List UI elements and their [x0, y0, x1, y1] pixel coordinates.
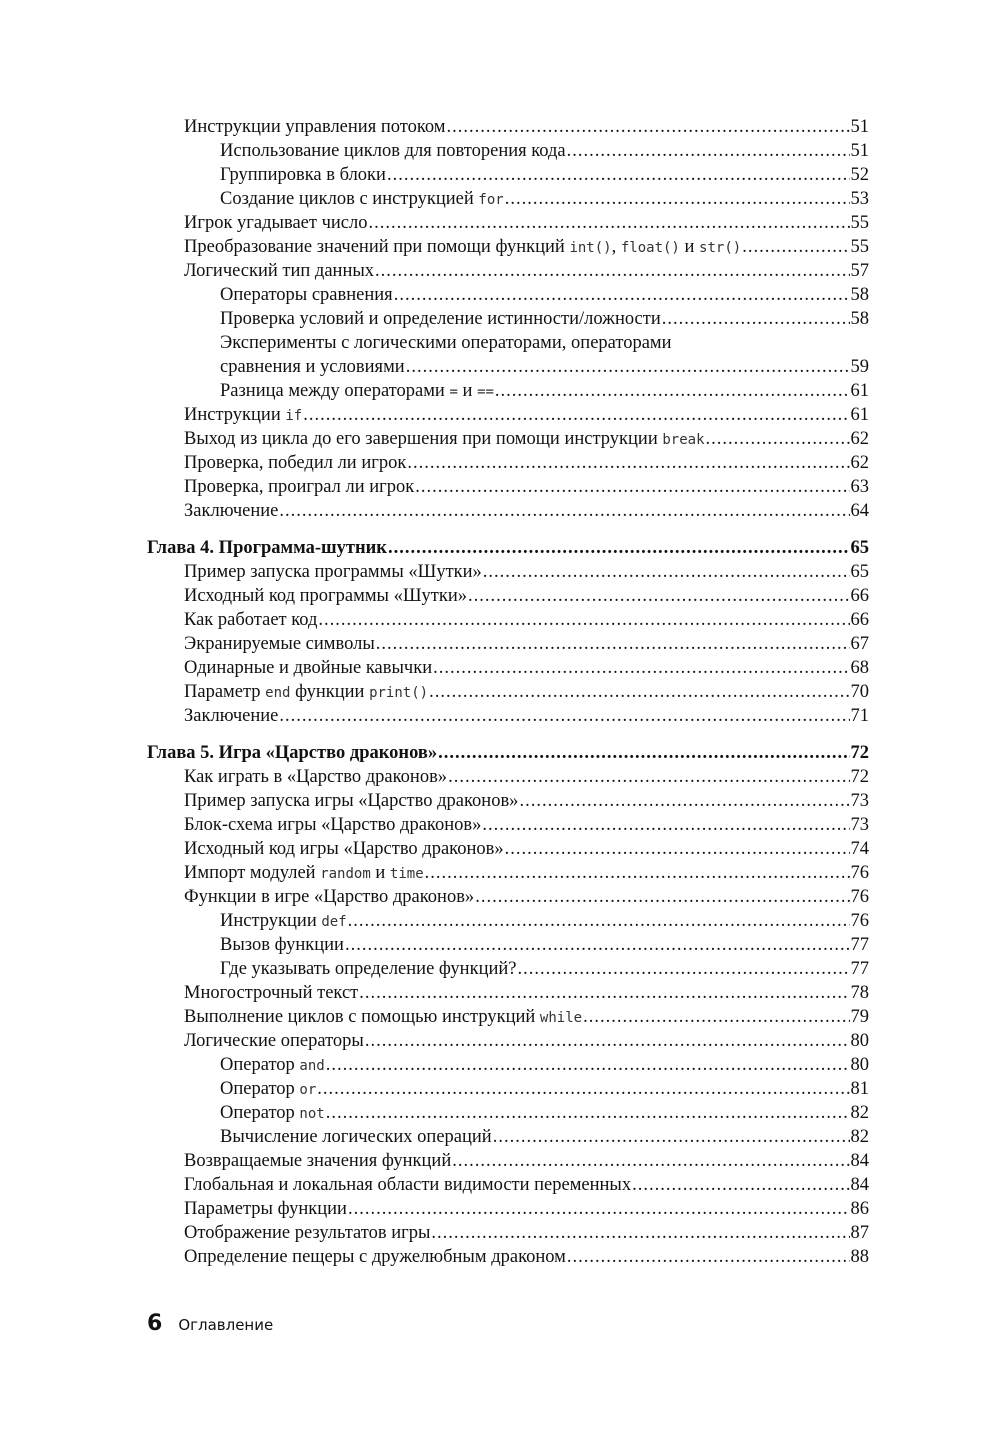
toc-page-number: 82 — [850, 1127, 869, 1147]
title-text: Группировка в блоки — [220, 165, 386, 185]
toc-page-number: 65 — [850, 538, 869, 558]
toc-page-number: 73 — [850, 791, 869, 811]
toc-entry-title — [220, 1101, 325, 1126]
toc-entry — [147, 163, 869, 187]
toc-entry — [147, 584, 869, 608]
title-text: Отображение результатов игры — [184, 1223, 431, 1243]
toc-entry-title — [184, 861, 424, 886]
table-of-contents — [147, 115, 869, 1269]
toc-entry-title — [220, 1077, 316, 1102]
toc-entry-title — [147, 741, 437, 765]
title-text: функции — [290, 682, 370, 702]
toc-page-number: 61 — [850, 405, 869, 425]
toc-page-number: 66 — [850, 586, 869, 606]
title-text: Выполнение циклов с помощью инструкций — [184, 1007, 540, 1027]
toc-entry — [147, 789, 869, 813]
dot-leader — [394, 283, 850, 307]
toc-page-number: 80 — [850, 1055, 869, 1075]
code-fragment: print() — [369, 685, 429, 701]
code-fragment: time — [389, 866, 424, 882]
toc-entry-title — [184, 1197, 347, 1221]
title-text: Пример запуска игры «Царство драконов» — [184, 791, 519, 811]
title-text: Создание циклов с инструкцией — [220, 189, 479, 209]
toc-page-number: 88 — [850, 1247, 869, 1267]
dot-leader — [567, 139, 850, 163]
dot-leader — [415, 475, 849, 499]
toc-entry — [147, 765, 869, 789]
dot-leader — [706, 427, 850, 451]
toc-entry — [147, 1101, 869, 1125]
title-text: Исходный код программы «Шутки» — [184, 586, 467, 606]
toc-entry-title — [184, 885, 474, 909]
toc-page-number: 78 — [850, 983, 869, 1003]
toc-entry — [147, 704, 869, 728]
dot-leader — [407, 451, 849, 475]
code-fragment: def — [321, 914, 347, 930]
toc-entry-title — [147, 536, 387, 560]
toc-entry — [147, 1221, 869, 1245]
toc-entry-title — [220, 163, 386, 187]
code-fragment: or — [299, 1082, 317, 1098]
toc-page-number: 87 — [850, 1223, 869, 1243]
dot-leader — [452, 1149, 849, 1173]
toc-entry-title — [184, 1149, 451, 1173]
toc-entry-title — [220, 307, 661, 331]
title-text: Пример запуска программы «Шутки» — [184, 562, 482, 582]
toc-entry — [147, 680, 869, 704]
toc-entry-title — [184, 765, 447, 789]
toc-entry-title — [184, 656, 432, 680]
title-text: Глава 5. Игра «Царство драконов» — [147, 743, 438, 763]
dot-leader — [519, 789, 849, 813]
dot-leader — [375, 259, 849, 283]
dot-leader — [495, 379, 850, 403]
page-number: 6 — [147, 1311, 163, 1336]
toc-entry-title — [220, 933, 344, 957]
title-text: Оператор — [220, 1079, 300, 1099]
toc-page-number: 61 — [850, 381, 869, 401]
toc-page-number: 58 — [850, 309, 869, 329]
toc-entry — [147, 1245, 869, 1269]
title-text: Как работает код — [184, 610, 318, 630]
toc-entry-title — [220, 909, 347, 934]
toc-entry-title — [184, 211, 367, 235]
toc-page-number: 65 — [850, 562, 869, 582]
title-text: и — [679, 237, 700, 257]
code-fragment: == — [477, 384, 494, 400]
toc-entry — [147, 1173, 869, 1197]
toc-entry-title — [184, 1221, 430, 1245]
toc-entry-title — [184, 981, 358, 1005]
title-text: Инструкции управления потоком — [184, 117, 446, 137]
code-fragment: float() — [620, 240, 680, 256]
code-fragment: for — [478, 192, 504, 208]
toc-page-number: 79 — [850, 1007, 869, 1027]
toc-entry-title — [184, 1029, 364, 1053]
toc-entry-title — [184, 680, 428, 705]
toc-page-number: 62 — [850, 429, 869, 449]
toc-entry — [147, 981, 869, 1005]
dot-leader — [317, 1077, 849, 1101]
toc-page-number: 68 — [850, 658, 869, 678]
toc-entry-title — [184, 813, 481, 837]
toc-entry-title — [220, 355, 405, 379]
toc-entry-title — [220, 379, 494, 404]
toc-chapter-entry — [147, 741, 869, 765]
dot-leader — [359, 981, 849, 1005]
title-text: Исходный код игры «Царство драконов» — [184, 839, 504, 859]
toc-entry — [147, 211, 869, 235]
dot-leader — [279, 704, 849, 728]
toc-entry-title — [184, 451, 406, 475]
toc-page-number: 55 — [850, 237, 869, 257]
dot-leader — [376, 632, 850, 656]
toc-page-number: 71 — [850, 706, 869, 726]
toc-entry-title — [184, 608, 317, 632]
title-text: Эксперименты с логическими операторами, операторами — [220, 333, 672, 353]
title-text: Импорт модулей — [184, 863, 321, 883]
toc-page-number: 64 — [850, 501, 869, 521]
dot-leader — [433, 656, 849, 680]
dot-leader — [303, 403, 849, 427]
dot-leader — [318, 608, 849, 632]
toc-page-number: 59 — [850, 357, 869, 377]
toc-entry — [147, 909, 869, 933]
toc-entry — [147, 355, 869, 379]
toc-entry — [147, 656, 869, 680]
toc-page-number: 53 — [850, 189, 869, 209]
toc-entry — [147, 235, 869, 259]
dot-leader — [425, 861, 850, 885]
toc-page-number: 81 — [850, 1079, 869, 1099]
toc-entry — [147, 451, 869, 475]
code-fragment: = — [449, 384, 458, 400]
toc-page-number: 57 — [850, 261, 869, 281]
toc-entry — [147, 499, 869, 523]
dot-leader — [482, 813, 849, 837]
title-text: Инструкции — [184, 405, 286, 425]
toc-entry — [147, 813, 869, 837]
toc-page-number: 84 — [850, 1151, 869, 1171]
toc-entry-title — [184, 499, 278, 523]
toc-page-number: 58 — [850, 285, 869, 305]
toc-page-number: 76 — [850, 887, 869, 907]
title-text: Оператор — [220, 1103, 300, 1123]
dot-leader — [493, 1125, 850, 1149]
title-text: Разница между операторами — [220, 381, 450, 401]
toc-entry-title — [184, 560, 482, 584]
toc-page-number: 67 — [850, 634, 869, 654]
toc-entry — [147, 115, 869, 139]
title-text: и — [370, 863, 390, 883]
code-fragment: random — [320, 866, 371, 882]
toc-entry — [147, 379, 869, 403]
toc-entry — [147, 885, 869, 909]
code-fragment: int() — [569, 240, 612, 256]
title-text: Вычисление логических операций — [220, 1127, 492, 1147]
code-fragment: while — [539, 1010, 583, 1026]
dot-leader — [742, 235, 849, 259]
toc-entry-title — [184, 115, 445, 139]
toc-page-number: 80 — [850, 1031, 869, 1051]
title-text: Логические операторы — [184, 1031, 364, 1051]
toc-entry — [147, 403, 869, 427]
title-text: Заключение — [184, 501, 279, 521]
toc-entry-title — [184, 1173, 631, 1197]
toc-entry-title — [184, 584, 467, 608]
toc-page-number: 84 — [850, 1175, 869, 1195]
dot-leader — [348, 909, 850, 933]
title-text: Вызов функции — [220, 935, 344, 955]
title-text: и — [457, 381, 478, 401]
toc-page-number: 74 — [850, 839, 869, 859]
toc-entry-title — [184, 837, 504, 861]
dot-leader — [279, 499, 849, 523]
toc-page-number: 72 — [850, 743, 869, 763]
toc-entry — [147, 1029, 869, 1053]
dot-leader — [326, 1053, 850, 1077]
toc-page-number: 72 — [850, 767, 869, 787]
title-text: Многострочный текст — [184, 983, 359, 1003]
title-text: Заключение — [184, 706, 279, 726]
title-text: Блок-схема игры «Царство драконов» — [184, 815, 482, 835]
toc-entry-title — [184, 1245, 566, 1269]
title-text: Выход из цикла до его завершения при помощи инструкции — [184, 429, 663, 449]
toc-entry-title — [220, 1053, 325, 1078]
dot-leader — [365, 1029, 850, 1053]
title-text: Глобальная и локальная области видимости переменных — [184, 1175, 632, 1195]
toc-entry — [147, 1197, 869, 1221]
toc-entry — [147, 283, 869, 307]
dot-leader — [345, 933, 850, 957]
toc-entry — [147, 608, 869, 632]
toc-entry-title — [220, 1125, 492, 1149]
running-title: Оглавление — [178, 1316, 274, 1334]
title-text: Проверка условий и определение истинности/ложности — [220, 309, 661, 329]
toc-page-number: 51 — [850, 117, 869, 137]
toc-entry — [147, 187, 869, 211]
toc-entry-title — [184, 704, 278, 728]
toc-page-number: 77 — [850, 935, 869, 955]
title-text: Оператор — [220, 1055, 300, 1075]
toc-entry — [147, 632, 869, 656]
title-text: Определение пещеры с дружелюбным драконом — [184, 1247, 566, 1267]
dot-leader — [448, 765, 849, 789]
toc-entry — [147, 861, 869, 885]
toc-page-number: 76 — [850, 911, 869, 931]
title-text: Игрок угадывает число — [184, 213, 368, 233]
toc-entry-title — [220, 187, 504, 212]
title-text: Как играть в «Царство драконов» — [184, 767, 448, 787]
toc-entry — [147, 933, 869, 957]
dot-leader — [505, 837, 850, 861]
dot-leader — [583, 1005, 849, 1029]
toc-entry — [147, 1149, 869, 1173]
page-footer — [147, 1311, 273, 1336]
toc-page-number: 76 — [850, 863, 869, 883]
toc-page-number: 62 — [850, 453, 869, 473]
toc-entry — [147, 957, 869, 981]
toc-entry — [147, 1005, 869, 1029]
toc-page-number: 51 — [850, 141, 869, 161]
title-text: Одинарные и двойные кавычки — [184, 658, 433, 678]
title-text: Использование циклов для повторения кода — [220, 141, 566, 161]
code-fragment: break — [662, 432, 705, 448]
dot-leader — [387, 163, 850, 187]
toc-entry-title — [220, 283, 393, 307]
toc-entry-title — [184, 427, 705, 452]
toc-page-number: 73 — [850, 815, 869, 835]
toc-entry — [147, 1053, 869, 1077]
code-fragment: and — [299, 1058, 325, 1074]
title-text: , — [611, 237, 621, 257]
toc-entry-title — [220, 957, 516, 981]
title-text: Функции в игре «Царство драконов» — [184, 887, 475, 907]
title-text: Экранируемые символы — [184, 634, 375, 654]
toc-entry — [147, 427, 869, 451]
toc-page-number: 82 — [850, 1103, 869, 1123]
toc-entry — [147, 331, 869, 355]
title-text: сравнения и условиями — [220, 357, 405, 377]
code-fragment: not — [299, 1106, 325, 1122]
dot-leader — [662, 307, 850, 331]
title-text: Проверка, проиграл ли игрок — [184, 477, 415, 497]
toc-page-number: 66 — [850, 610, 869, 630]
toc-chapter-entry — [147, 536, 869, 560]
code-fragment: if — [285, 408, 303, 424]
dot-leader — [406, 355, 850, 379]
dot-leader — [348, 1197, 850, 1221]
toc-entry — [147, 475, 869, 499]
title-text: Глава 4. Программа-шутник — [147, 538, 387, 558]
title-text: Преобразование значений при помощи функций — [184, 237, 570, 257]
dot-leader — [475, 885, 849, 909]
title-text: Где указывать определение функций? — [220, 959, 517, 979]
toc-entry-title — [184, 259, 374, 283]
title-text: Параметр — [184, 682, 266, 702]
dot-leader — [429, 680, 849, 704]
toc-entry — [147, 259, 869, 283]
toc-entry — [147, 1125, 869, 1149]
toc-entry-title — [184, 475, 414, 499]
dot-leader — [468, 584, 850, 608]
dot-leader — [388, 536, 850, 560]
toc-entry-title — [184, 789, 518, 813]
toc-entry — [147, 560, 869, 584]
code-fragment: str() — [699, 240, 742, 256]
dot-leader — [483, 560, 850, 584]
toc-entry — [147, 307, 869, 331]
toc-page-number: 70 — [850, 682, 869, 702]
code-fragment: end — [265, 685, 291, 701]
dot-leader — [446, 115, 849, 139]
dot-leader — [368, 211, 849, 235]
dot-leader — [326, 1101, 850, 1125]
toc-entry — [147, 139, 869, 163]
toc-entry-title — [184, 1005, 582, 1030]
toc-entry-title — [184, 632, 375, 656]
toc-page-number: 86 — [850, 1199, 869, 1219]
toc-page-number: 55 — [850, 213, 869, 233]
toc-entry — [147, 1077, 869, 1101]
dot-leader — [517, 957, 849, 981]
toc-entry-title — [220, 139, 566, 163]
title-text: Параметры функции — [184, 1199, 347, 1219]
toc-page-number: 77 — [850, 959, 869, 979]
title-text: Операторы сравнения — [220, 285, 393, 305]
title-text: Проверка, победил ли игрок — [184, 453, 407, 473]
title-text: Логический тип данных — [184, 261, 375, 281]
dot-leader — [438, 741, 849, 765]
title-text: Возвращаемые значения функций — [184, 1151, 452, 1171]
toc-entry-title — [184, 235, 741, 260]
dot-leader — [632, 1173, 849, 1197]
toc-entry — [147, 837, 869, 861]
dot-leader — [567, 1245, 850, 1269]
toc-page-number: 52 — [850, 165, 869, 185]
title-text: Инструкции — [220, 911, 322, 931]
toc-entry-title — [184, 403, 302, 428]
dot-leader — [431, 1221, 849, 1245]
toc-page-number: 63 — [850, 477, 869, 497]
dot-leader — [505, 187, 850, 211]
toc-entry-title — [220, 331, 672, 355]
